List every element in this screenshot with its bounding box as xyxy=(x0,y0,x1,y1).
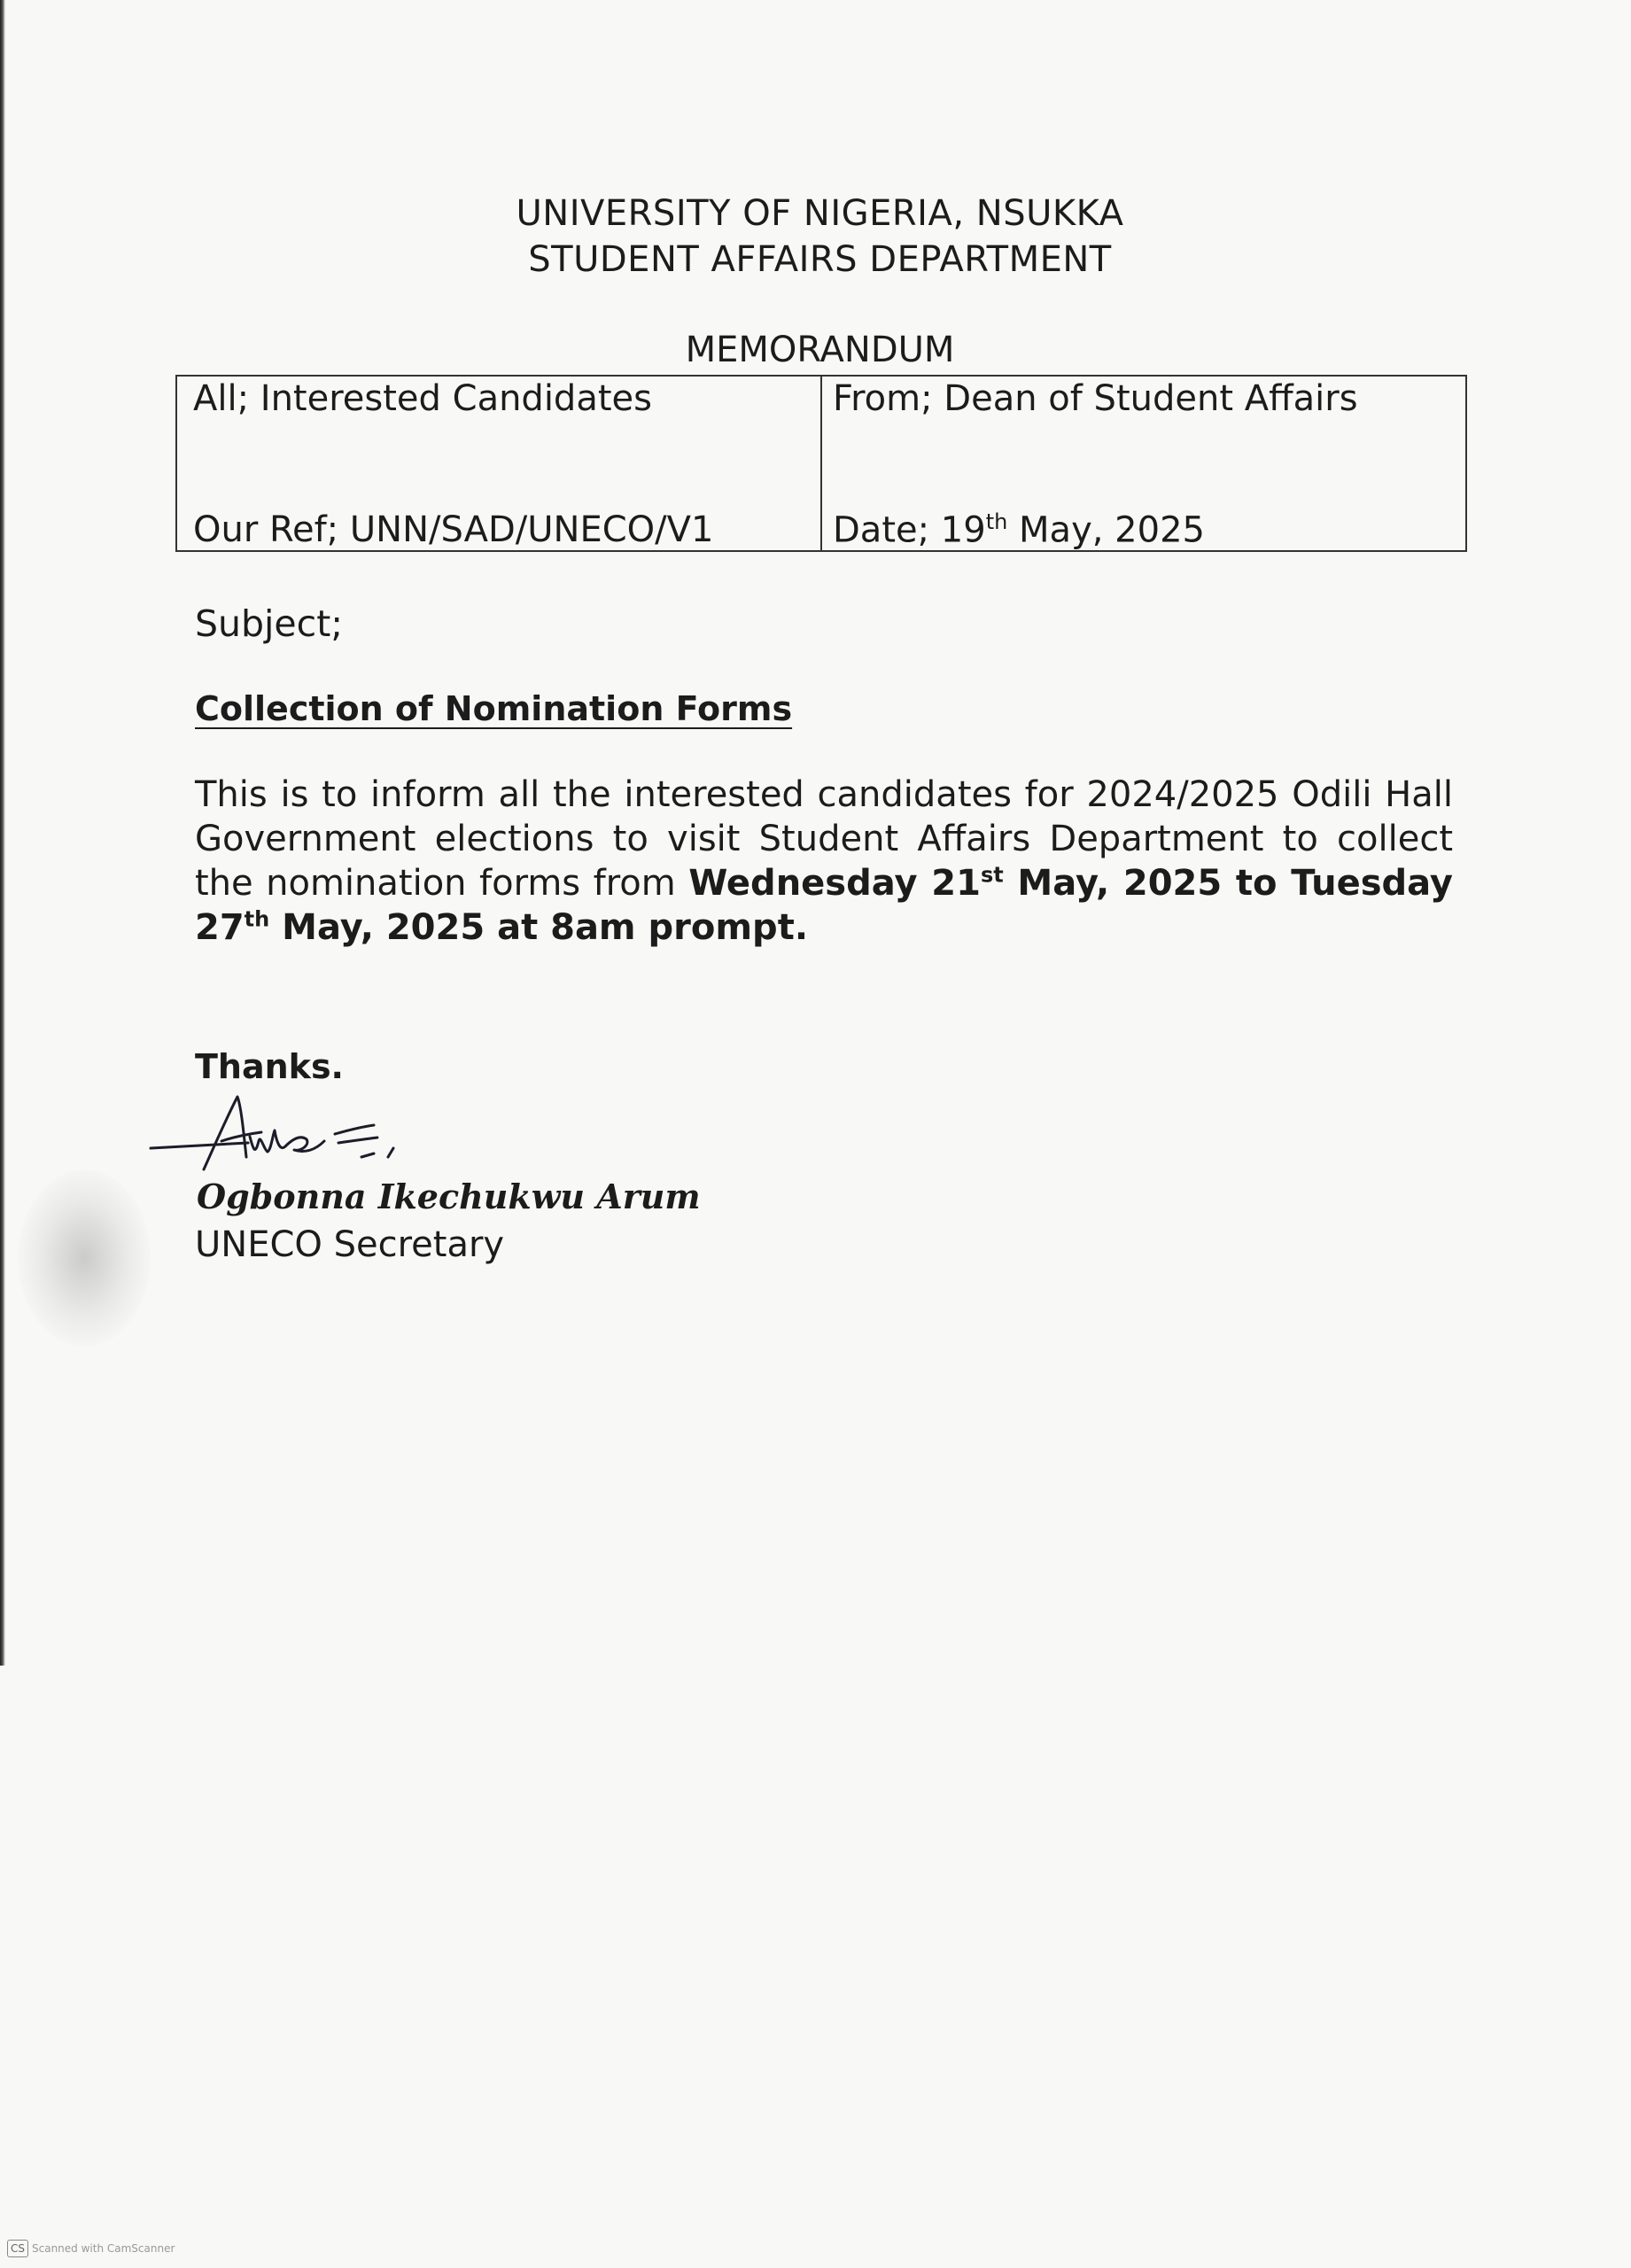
body-sup-2: th xyxy=(244,906,270,932)
closing-thanks: Thanks. xyxy=(195,1047,344,1086)
scanner-watermark xyxy=(7,2240,175,2257)
signer-name: Ogbonna Ikechukwu Arum xyxy=(197,1177,701,1216)
memo-date-sup: th xyxy=(985,509,1008,534)
department-name: STUDENT AFFAIRS DEPARTMENT xyxy=(528,239,1112,280)
body-sup-1: st xyxy=(980,862,1004,888)
table-divider xyxy=(820,377,822,550)
university-name: UNIVERSITY OF NIGERIA, NSUKKA xyxy=(516,193,1124,234)
body-paragraph xyxy=(195,773,1453,950)
camscanner-logo-icon: CS xyxy=(7,2240,28,2257)
memo-date-suffix: May, 2025 xyxy=(1007,509,1205,551)
body-bold-start: Wednesday 21 xyxy=(688,863,981,904)
subject-label: Subject; xyxy=(195,602,344,645)
body-bold-mid: May, 2025 to Tuesday 27 xyxy=(195,863,1454,948)
memo-date xyxy=(833,509,1205,550)
memo-ref: Our Ref; UNN/SAD/UNECO/V1 xyxy=(193,509,714,550)
scan-smudge xyxy=(18,1169,151,1347)
memo-from: From; Dean of Student Affairs xyxy=(833,378,1358,419)
signature-icon xyxy=(142,1088,434,1185)
memo-header-table xyxy=(175,375,1467,552)
body-bold-end: May, 2025 at 8am prompt. xyxy=(269,907,809,948)
memo-date-prefix: Date; 19 xyxy=(833,509,986,551)
subject-title: Collection of Nomination Forms xyxy=(195,689,793,728)
memo-label: MEMORANDUM xyxy=(685,330,955,370)
body-text: This is to inform all the interested candidates for 2024/2025 Odili Hall Government elections to visit Student Affairs Department to collect the nomination forms from xyxy=(195,774,1453,904)
scanner-text: Scanned with CamScanner xyxy=(32,2242,175,2255)
signer-role: UNECO Secretary xyxy=(195,1224,505,1265)
memo-to: All; Interested Candidates xyxy=(193,378,652,419)
